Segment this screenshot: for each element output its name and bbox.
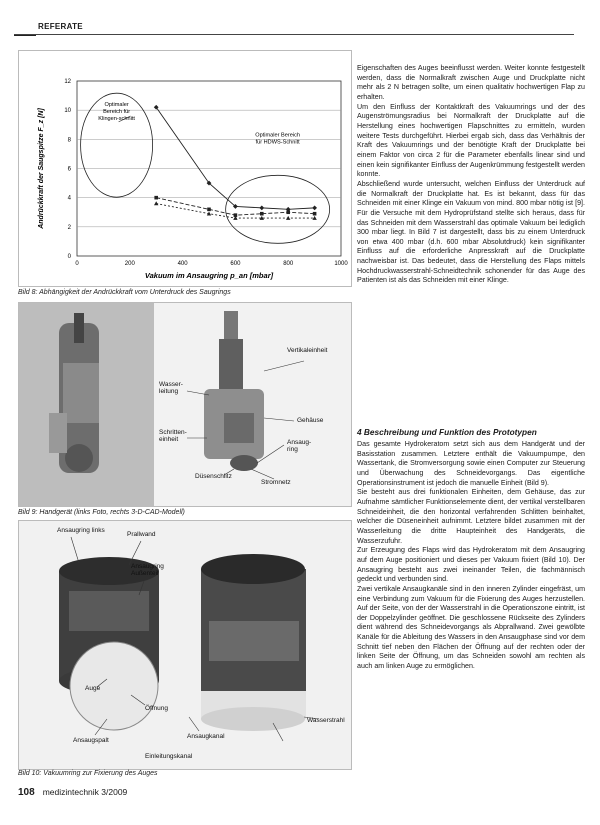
page-footer [18,787,127,798]
caption-figure-9: Bild 9: Handgerät (links Foto, rechts 3-D-CAD-Modell) [18,509,185,516]
label-ansaugring: Ansaug-ring [287,439,312,453]
data-point [286,210,290,214]
y-tick-label: 12 [64,79,71,85]
label-gehaeuse: Gehäuse [297,417,324,424]
x-tick-label: 600 [230,261,241,267]
y-tick-label: 2 [67,224,71,231]
x-tick-label: 1000 [334,261,348,267]
x-tick-label: 0 [75,261,79,267]
annotation-hdws: Optimaler Bereich für HDWS-Schnitt [255,132,301,146]
figure-handpiece [18,302,352,507]
eye-sphere [70,642,158,730]
y-tick-label: 8 [67,137,71,144]
header-rule [14,34,574,35]
paragraph: Abschließend wurde untersucht, welchen Einfluss der Unterdruck auf die Normalkraft der Druckplatte hat. Es ist bekannt, dass für das Schneiden mit einer Klinge ein Vakuum von mind. 800 mbar nötig ist [9]. Für die Versuche mit dem Hydroprüfstand stellte sich heraus, dass für das Schneiden mit dem Wasserstrahl das optimale Vakuum bei lediglich 300 mbar liegt. In Bild 7 ist dargestellt, dass bis zu einem Unterdruck von etwa 400 mbar (d.h. 600 mbar Absolutdruck) kein signifikanter Einfluss auf die erforderliche Anpresskraft auf die Druckplatte nachweisbar ist. Das bedeutet, dass die Herstellung des Flaps mittels Hochdruckwasserstrahl-Schneidtechnik schonender für das Auge des Patienten ist als das Schneiden mit einer Klinge. [357,179,585,285]
data-point [312,205,317,210]
y-tick-label: 10 [64,108,71,115]
y-tick-label: 4 [67,195,71,202]
device-top [74,313,84,343]
paragraph: Um den Einfluss der Kontaktkraft des Vakuumrings und der des Augenströmungsradius bei Normalkraft der Druckplatte auf die Herstellung eines hochwertigen Flapschnittes zu ermitteln, wurden weitere Tests durchgeführt. Hierbei ergab sich, dass das Verhältnis der Kraft des Vakuumrings und der benötigte Kraft der Druckplatte bei einem Faktor von circa 2 für die Parameter ebenfalls linear sind und einen kein signifikanter Einfluss der Augenkrümmung festgestellt werden konnte. [357,102,585,179]
x-tick-label: 200 [124,261,135,267]
x-tick-label: 800 [283,261,294,267]
section-label: REFERATE [38,22,83,31]
journal-name: medizintechnik 3/2009 [42,787,128,797]
figure-chart [18,50,352,287]
cad-knob [224,311,238,339]
data-point [260,212,264,216]
paragraph: Eigenschaften des Auges beeinflusst werden. Weiter konnte festgestellt werden, dass die Normalkraft zwischen Auge und Druckplatte nicht mehr als 2 N betragen sollte, um einen qualitativ hochwertigen Flap zu erhalten. [357,64,585,101]
device-mid [63,363,99,423]
annotation-blade: Optimaler Bereich für Klingen-schnitt [98,101,135,122]
label-schlitteneinheit: Schritten-einheit [159,429,187,443]
cylinder-right-top [201,554,305,584]
data-point [259,205,264,210]
data-point [207,208,211,212]
label-prallwand: Prallwand [127,531,156,538]
data-point [312,216,316,220]
label-ansaugspalt: Ansaugspalt [73,737,109,744]
data-point [154,196,158,200]
label-ansaugkanal: Ansaugkanal [187,733,225,740]
x-tick-label: 400 [177,261,188,267]
paragraph: Zur Erzeugung des Flaps wird das Hydrokeratom mit dem Ansaugring auf dem Auge positioniert und dieses per Vakuum fixiert (Bild 10). Der Ansaugring besteht aus zwei ineinander Teilen, die fachmännisch gedeckt und verbunden sind. [357,546,585,584]
data-point [286,216,290,220]
label-vertikaleinheit: Vertikaleinheit [287,347,328,354]
y-tick-label: 0 [67,254,71,260]
y-axis-label: Andrückkraft der Saugspitze F_z [N] [38,108,45,229]
caption-figure-10: Bild 10: Vakuumring zur Fixierung des Auges [18,770,158,777]
vacuum-ring-illustration [19,521,351,769]
label-oeffnung: Öffnung [145,705,169,712]
label-stromnetz: Stromnetz [261,479,291,486]
label-duesenschlitz: Düsenschlitz [195,473,232,480]
data-point [313,212,317,216]
label-wasserleitung: Wasser-leitung [159,381,183,395]
label-auge: Auge [85,685,101,692]
x-axis-label: Vakuum im Ansaugring p_an [mbar] [144,271,274,280]
text-column-top [357,64,585,286]
cad-column [219,339,243,389]
label-ansaugring-aussenteil: Ansaugring Außenteil [131,563,164,577]
handpiece-illustration [19,303,351,506]
text-column-bottom [357,440,585,672]
label-wasserstrahl: Wasserstrahl [307,717,345,724]
page-number: 108 [18,787,35,798]
data-point [154,201,158,205]
device-ring [65,444,93,472]
cad-slider [224,413,254,443]
figure-vacuum-ring [18,520,352,770]
caption-figure-8: Bild 8: Abhängigkeit der Andrückkraft vom Unterdruck des Saugrings [18,289,231,296]
series-line [156,107,314,209]
y-tick-label: 6 [67,166,71,173]
label-einleitungskanal: Einleitungskanal [145,753,193,760]
paragraph: Sie besteht aus drei funktionalen Einheiten, dem Gehäuse, das zur Aufnahme sämtlicher Funktionselemente dient, der vertikal verstellbaren Schneideinheit, die den horizontal verfahrenden Schlitten beinhaltet, welcher die Düseneinheit aufnimmt. Letztere bildet zusammen mit der Wasserleitung die dritte Haupteinheit des Handgeräts, die Wasserzufuhr. [357,488,585,545]
paragraph: Zwei vertikale Ansaugkanäle sind in den inneren Zylinder eingefräst, um eine Verbindung zum Vakuum für die Fixierung des Auges herzustellen. Auf der Seite, von der der Wasserstrahl in die Operationszone eintritt, ist der Doppelzylinder geöffnet. Die geschlossene Rückseite des Zylinders dient während des Schneidevorgangs als Abprallwand. Zwei gewölbte Kanäle für die Ableitung des Wassers in den Ansaugphase sind vor dem Schnitt tief neben den Flächen der Öffnung auf der rechten oder der linken Seite der Öffnung, um das Schneiden sowohl am rechten als auch am linken Auge zu ermöglichen. [357,584,585,671]
section-heading: 4 Beschreibung und Funktion des Prototypen [357,427,537,437]
cad-ring [230,455,258,471]
chart-svg [19,51,351,286]
label-ansaugring-links: Ansaugring links [57,527,105,534]
paragraph: Das gesamte Hydrokeratom setzt sich aus dem Handgerät und der Basisstation zusammen. Letztere enthält die Vakuumpumpe, den Wassertank, die Stromversorgung sowie einen Computer zur Steuerung und Überwachung des Schneidevorgangs. Das eigentliche Operationsinstrument ist jedoch die manuelle Einheit (Bild 9). [357,440,585,487]
device-side [49,413,67,453]
